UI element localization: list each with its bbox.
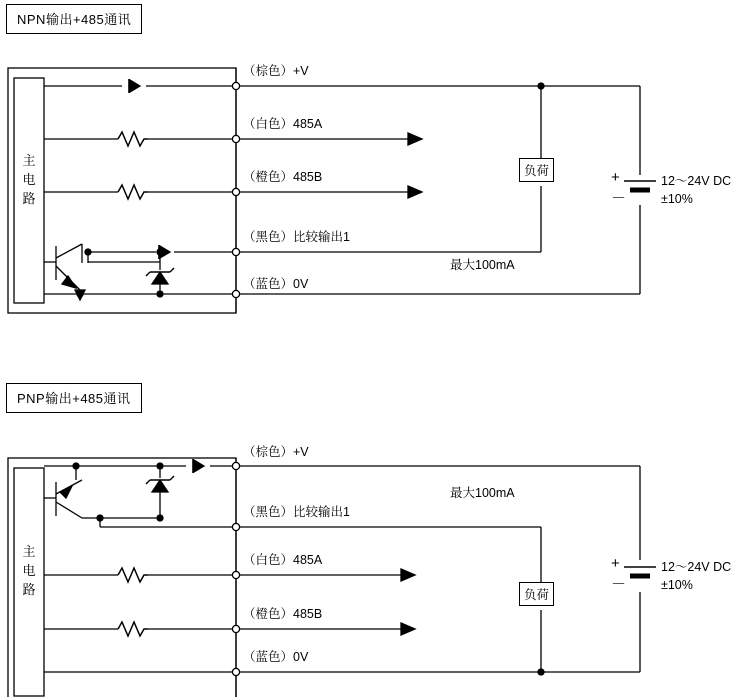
supply-voltage-npn: 12～24V DC [661, 174, 732, 188]
load-box-pnp: 负荷 [519, 582, 554, 606]
supply-plus-pnp: + [611, 555, 620, 572]
supply-voltage-pnp: 12～24V DC [661, 560, 732, 574]
supply-minus-pnp: － [611, 576, 627, 593]
wire-label-pnp-2: （白色）485A [243, 553, 323, 567]
wire-label-npn-4: （蓝色）0V [243, 277, 309, 291]
main-circuit-label-npn: 主电路 [22, 153, 36, 206]
supply-tolerance-npn: ±10% [661, 192, 693, 206]
max-current-label-pnp: 最大100mA [450, 486, 515, 500]
wire-label-pnp-4: （蓝色）0V [243, 650, 309, 664]
wire-label-npn-3: （黑色）比较输出1 [243, 230, 350, 244]
wire-label-pnp-3: （橙色）485B [243, 607, 323, 621]
main-circuit-label-pnp: 主电路 [22, 544, 36, 597]
supply-tolerance-pnp: ±10% [661, 578, 693, 592]
max-current-label-npn: 最大100mA [450, 258, 515, 272]
wire-label-npn-2: （橙色）485B [243, 170, 323, 184]
wire-label-npn-0: （棕色）+V [243, 64, 309, 78]
wire-label-npn-1: （白色）485A [243, 117, 323, 131]
supply-plus-npn: + [611, 169, 620, 186]
wire-label-pnp-0: （棕色）+V [243, 445, 309, 459]
supply-minus-npn: － [611, 190, 627, 207]
section-title-npn: NPN输出+485通讯 [6, 4, 142, 34]
load-box-npn: 负荷 [519, 158, 554, 182]
wire-label-pnp-1: （黑色）比较输出1 [243, 505, 350, 519]
section-title-pnp: PNP输出+485通讯 [6, 383, 142, 413]
